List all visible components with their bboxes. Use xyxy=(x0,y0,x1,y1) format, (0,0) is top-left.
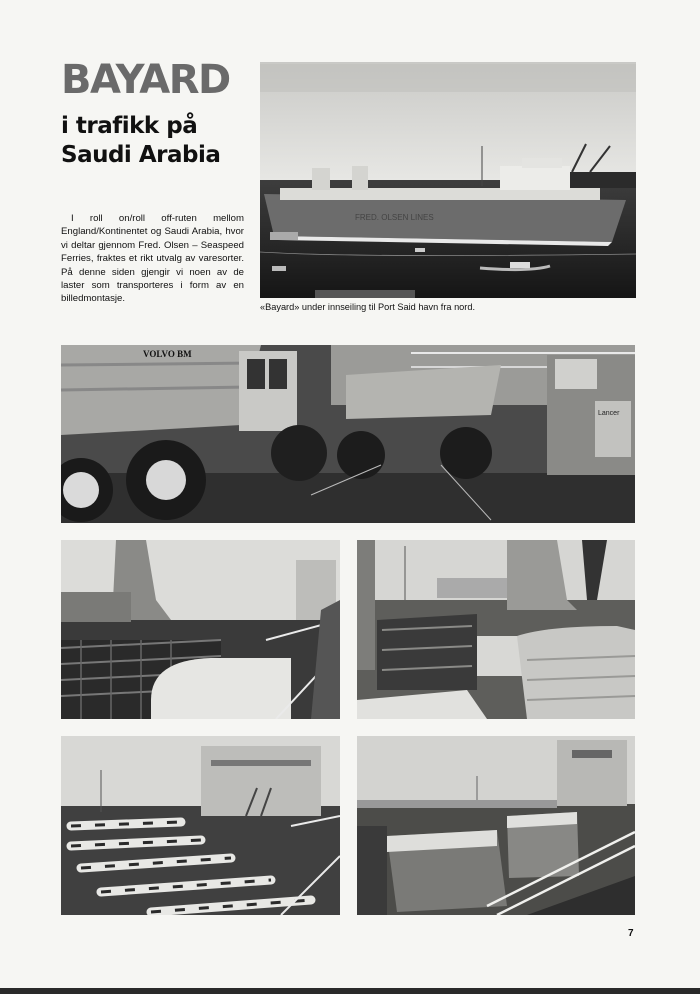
photo-deck-containers xyxy=(357,736,635,915)
photo-caption: «Bayard» under innseiling til Port Said havn fra nord. xyxy=(260,302,476,312)
subtitle-line-2: Saudi Arabia xyxy=(61,142,221,168)
crate-lettering: Lancer xyxy=(598,410,620,417)
photo-deck-vehicles xyxy=(357,540,635,719)
page-bottom-edge xyxy=(0,988,700,994)
photo-ship-bayard xyxy=(260,62,636,298)
intro-paragraph: I roll on/roll off-ruten mellom England/Kontinentet og Saudi Arabia, hvor vi deltar gjennom Fred. Olsen – Seaspeed Ferries, fraktes et rikt utvalg av varesorter. På denne siden gjengir vi noen av de laster som transporteres i form av en billedmontasje. xyxy=(61,213,244,305)
dumper-brand-lettering: VOLVO BM xyxy=(143,349,192,359)
article-title: BAYARD xyxy=(61,57,230,103)
photo-deck-crates xyxy=(61,540,340,719)
photo-deck-cylinders xyxy=(61,736,340,915)
page-number: 7 xyxy=(628,928,634,939)
subtitle-line-1: i trafikk på xyxy=(61,113,198,139)
photo-volvo-dumpers xyxy=(61,345,635,523)
article-subtitle xyxy=(61,112,220,170)
ship-hull-lettering: FRED. OLSEN LINES xyxy=(355,213,434,222)
